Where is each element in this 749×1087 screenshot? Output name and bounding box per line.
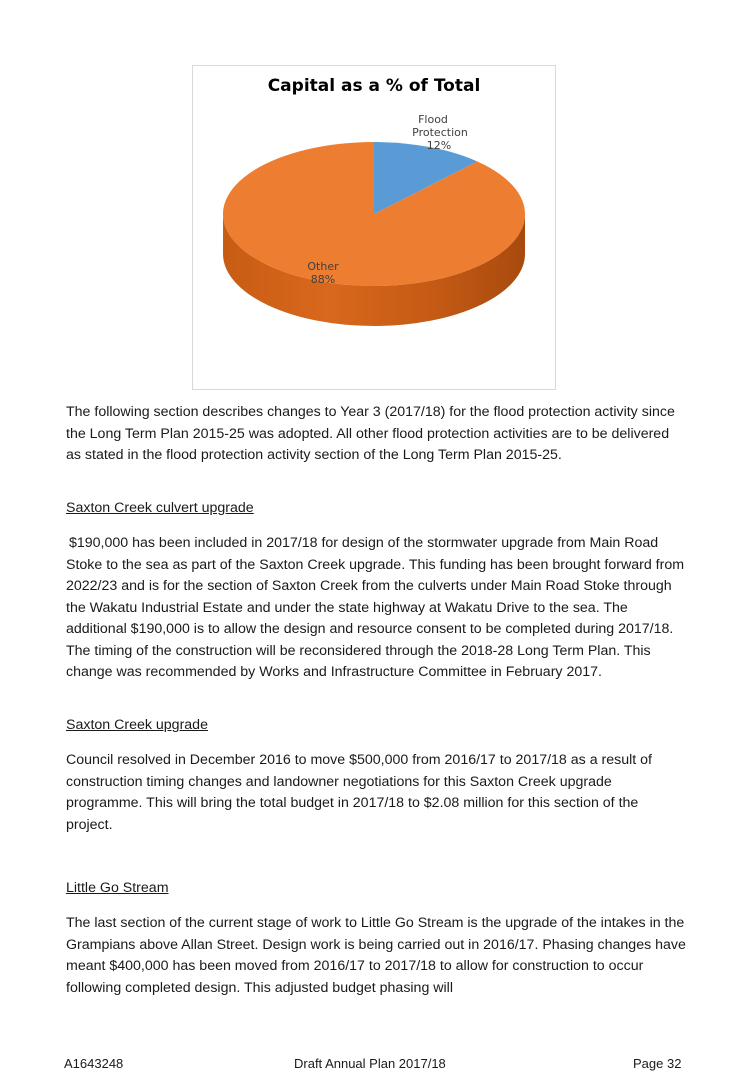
slice-label-flood-protection-name-2: Protection [412, 126, 468, 139]
footer-page-number: Page 32 [633, 1056, 682, 1071]
paragraph-saxton-creek-culvert: $190,000 has been included in 2017/18 for design of the stormwater upgrade from Main Road Stoke to the sea as part of the Saxton Creek upgrade. This funding has been brought forward from 2022/23 and is for the section of Saxton Creek from the culverts under Main Road Stoke through the Wakatu Industrial Estate and under the state highway at Wakatu Drive to the sea. The additional $190,000 is to allow the design and resource consent to be completed during 2017/18. The timing of the construction will be reconsidered through the 2018-28 Long Term Plan. This change was recommended by Works and Infrastructure Committee in February 2017. [66, 535, 685, 680]
footer-doc-id: A1643248 [64, 1056, 124, 1071]
slice-label-other-value: 88% [310, 273, 336, 286]
heading-saxton-creek-upgrade: Saxton Creek upgrade [66, 717, 208, 733]
chart-title: Capital as a % of Total [267, 76, 481, 96]
slice-label-other-name: Other [307, 260, 339, 273]
heading-saxton-creek-culvert: Saxton Creek culvert upgrade [66, 500, 254, 516]
pie-slice-other [223, 142, 525, 286]
paragraph-little-go-stream: The last section of the current stage of work to Little Go Stream is the upgrade of the intakes in the Grampians above Allan Street. Design work is being carried out in 2016/17. Phasing changes have meant $400,000 has been moved from 2016/17 to 2017/18 to allow for construction to occur following completed design. This adjusted budget phasing will [66, 915, 686, 996]
pie-chart-svg [193, 66, 555, 389]
pie-chart [192, 65, 556, 390]
slice-label-flood-protection-name-1: Flood [418, 113, 448, 126]
paragraph-saxton-creek-upgrade: Council resolved in December 2016 to move $500,000 from 2016/17 to 2017/18 as a result of construction timing changes and landowner negotiations for this Saxton Creek upgrade programme. This will bring the total budget in 2017/18 to $2.08 million for this section of the project. [66, 752, 652, 833]
footer-doc-title: Draft Annual Plan 2017/18 [294, 1056, 446, 1071]
intro-paragraph: The following section describes changes to Year 3 (2017/18) for the flood protection activity since the Long Term Plan 2015-25 was adopted. All other flood protection activities are to be delivered as stated in the flood protection activity section of the Long Term Plan 2015-25. [66, 404, 675, 463]
slice-label-flood-protection-value: 12% [426, 139, 452, 152]
heading-little-go-stream: Little Go Stream [66, 880, 169, 896]
